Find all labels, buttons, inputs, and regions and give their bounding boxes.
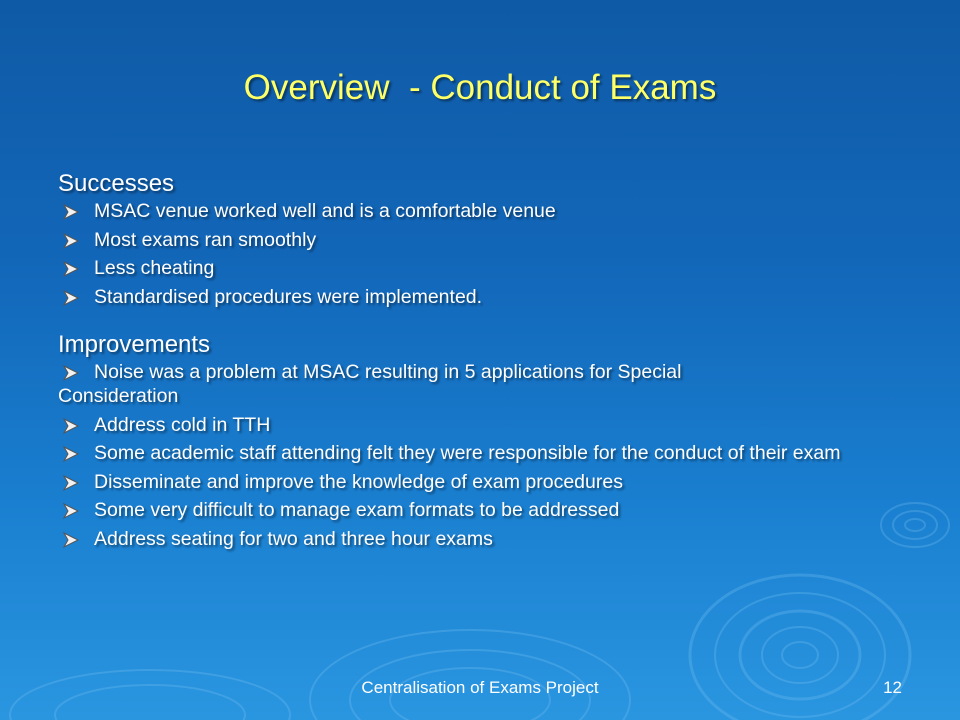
list-item xyxy=(58,201,908,222)
slide-body xyxy=(58,167,908,557)
list-item xyxy=(58,472,908,493)
arrow-bullet-icon xyxy=(62,260,80,278)
slide-number: 12 xyxy=(883,678,902,697)
list-item-text: Some academic staff attending felt they were responsible for the conduct of their exam xyxy=(94,442,841,464)
arrow-bullet-icon xyxy=(62,232,80,250)
list-item-text: Address cold in TTH xyxy=(94,413,271,436)
improvements-list-continued xyxy=(58,415,908,550)
slide-title: Overview - Conduct of Exams xyxy=(243,68,717,107)
arrow-bullet-icon xyxy=(62,531,80,549)
arrow-bullet-icon xyxy=(62,203,80,221)
list-item xyxy=(58,415,908,436)
list-item xyxy=(58,500,908,521)
list-item xyxy=(58,443,908,464)
arrow-bullet-icon xyxy=(62,445,80,463)
list-item xyxy=(58,230,908,251)
list-item-text: MSAC venue worked well and is a comfortable venue xyxy=(94,200,556,222)
list-item xyxy=(58,529,908,550)
improvements-heading: Improvements xyxy=(58,330,211,358)
list-item xyxy=(58,362,908,383)
list-item-text: Disseminate and improve the knowledge of exam procedures xyxy=(94,470,623,493)
list-item-text: Some very difficult to manage exam formats to be addressed xyxy=(94,499,620,521)
list-item-text: Most exams ran smoothly xyxy=(94,228,317,251)
successes-list xyxy=(58,201,908,308)
list-item xyxy=(58,287,908,308)
footer-title: Centralisation of Exams Project xyxy=(361,678,599,697)
list-item xyxy=(58,258,908,279)
list-item-text: Standardised procedures were implemented. xyxy=(94,285,483,308)
list-item-text: Address seating for two and three hour exams xyxy=(94,527,493,550)
list-item-text: Less cheating xyxy=(94,257,215,279)
arrow-bullet-icon xyxy=(62,364,80,382)
continuation-text: Consideration xyxy=(58,384,179,407)
arrow-bullet-icon xyxy=(62,502,80,520)
arrow-bullet-icon xyxy=(62,417,80,435)
improvements-list xyxy=(58,362,908,383)
arrow-bullet-icon xyxy=(62,289,80,307)
arrow-bullet-icon xyxy=(62,474,80,492)
list-item-text: Noise was a problem at MSAC resulting in 5 applications for Special xyxy=(94,360,682,383)
successes-heading: Successes xyxy=(58,170,175,197)
